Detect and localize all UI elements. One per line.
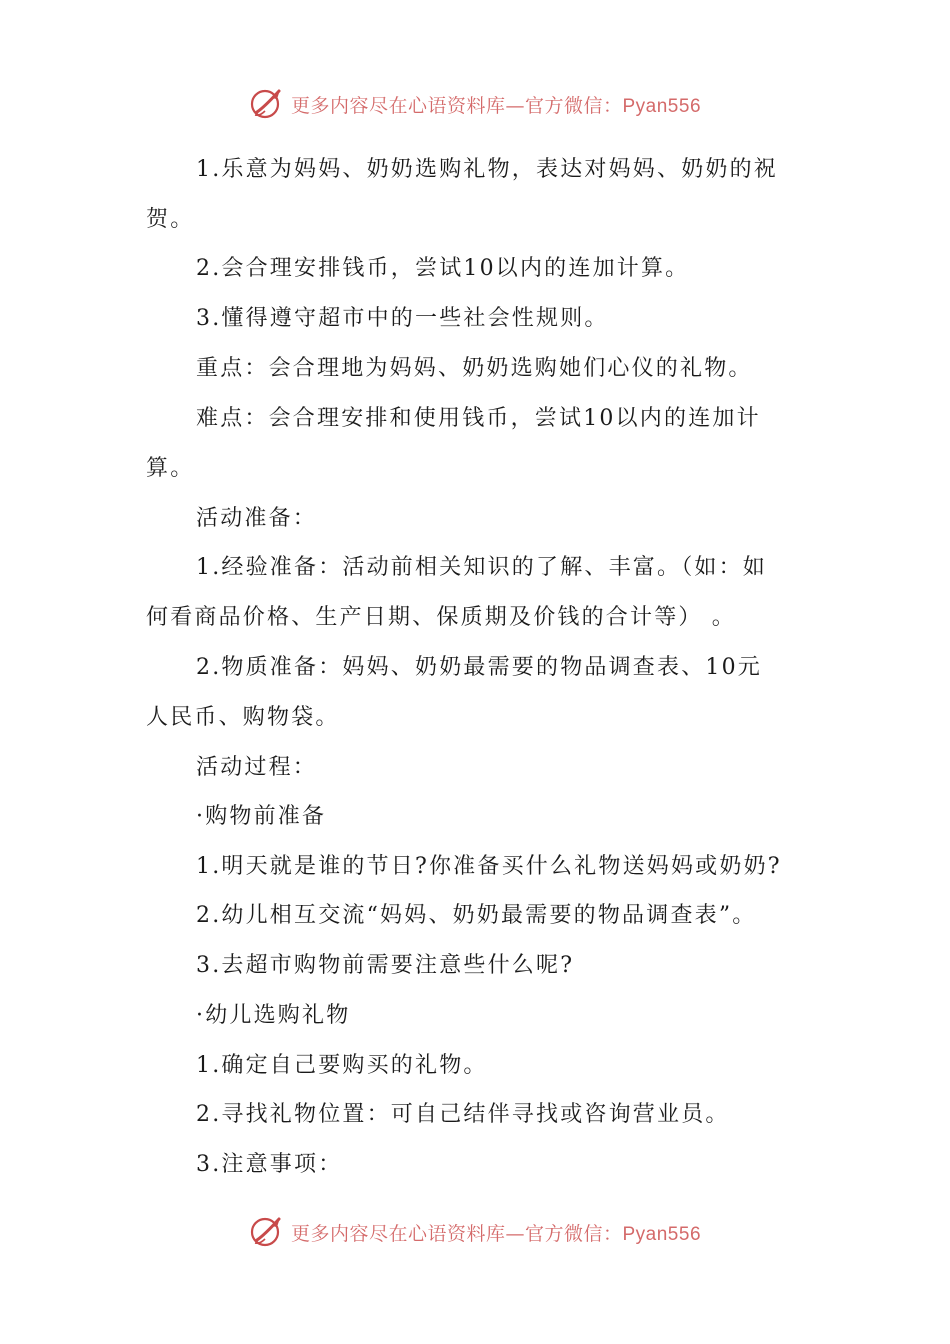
text-line: 人民币、购物袋。	[146, 705, 340, 730]
text-line: 何看商品价格、生产日期、保质期及价钱的合计等） 。	[146, 605, 736, 630]
text-line: 3.注意事项：	[196, 1152, 343, 1177]
pen-logo-icon	[249, 1214, 285, 1250]
footer-banner	[0, 1212, 950, 1252]
text-line: 2.寻找礼物位置：可自己结伴寻找或咨询营业员。	[196, 1102, 730, 1127]
text-line: 3.懂得遵守超市中的一些社会性规则。	[196, 306, 609, 331]
text-line: 1.确定自己要购买的礼物。	[196, 1053, 488, 1078]
text-line: 重点：会合理地为妈妈、奶奶选购她们心仪的礼物。	[196, 356, 753, 381]
text-line: 3.去超市购物前需要注意些什么呢?	[196, 953, 575, 978]
text-line: ·购物前准备	[196, 804, 327, 829]
text-line: 2.会合理安排钱币，尝试10以内的连加计算。	[196, 256, 690, 281]
text-line: 2.物质准备：妈妈、奶奶最需要的物品调查表、10元	[196, 655, 762, 680]
text-line: ·幼儿选购礼物	[196, 1003, 351, 1028]
text-line: 难点：会合理安排和使用钱币，尝试10以内的连加计	[196, 406, 761, 431]
text-line: 活动过程：	[196, 755, 318, 780]
text-line: 1.经验准备：活动前相关知识的了解、丰富。（如：如	[196, 555, 767, 580]
text-line: 1.乐意为妈妈、奶奶选购礼物，表达对妈妈、奶奶的祝	[196, 157, 778, 182]
banner-text: 更多内容尽在心语资料库—官方微信：Pyan556	[290, 94, 702, 117]
text-line: 活动准备：	[196, 506, 318, 531]
text-line: 算。	[146, 456, 195, 481]
text-line: 贺。	[146, 207, 195, 232]
text-line: 2.幼儿相互交流“妈妈、奶奶最需要的物品调查表”。	[196, 903, 757, 928]
text-line: 1.明天就是谁的节日?你准备买什么礼物送妈妈或奶奶?	[196, 854, 782, 879]
banner-text: 更多内容尽在心语资料库—官方微信：Pyan556	[290, 1222, 702, 1245]
